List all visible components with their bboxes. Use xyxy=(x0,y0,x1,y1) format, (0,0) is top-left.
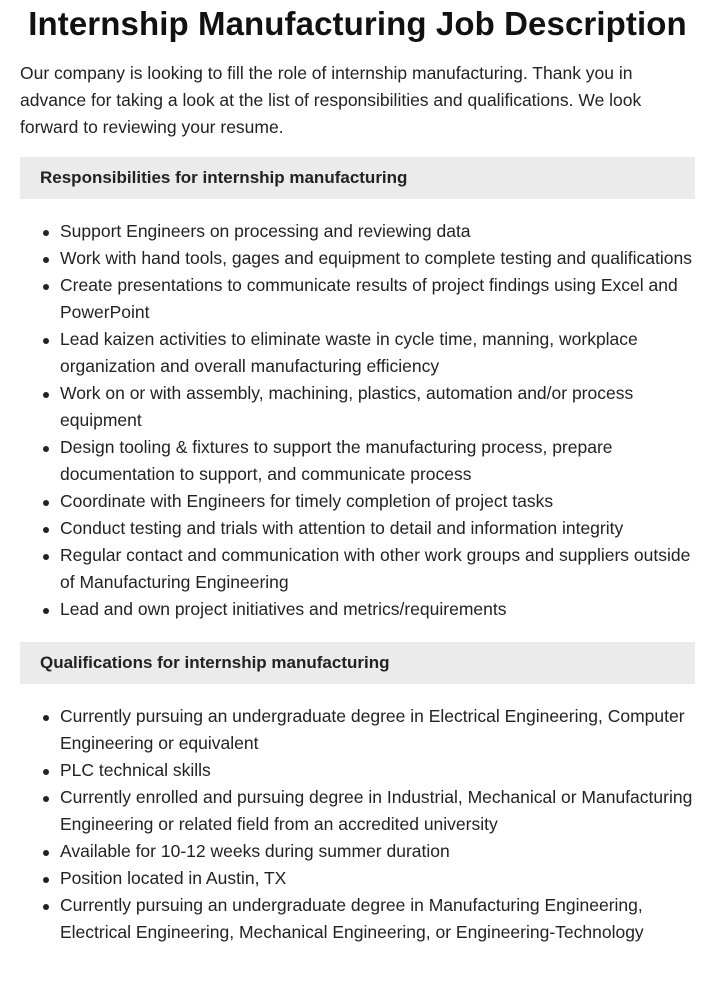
list-item: Position located in Austin, TX xyxy=(60,865,695,892)
list-item: Currently pursuing an undergraduate degree in Electrical Engineering, Computer Engineering or equivalent xyxy=(60,703,695,757)
responsibilities-heading: Responsibilities for internship manufacturing xyxy=(20,157,695,199)
list-item: PLC technical skills xyxy=(60,757,695,784)
responsibilities-list xyxy=(20,218,695,623)
list-item: Lead kaizen activities to eliminate waste in cycle time, manning, workplace organization and overall manufacturing efficiency xyxy=(60,326,695,380)
list-item: Currently pursuing an undergraduate degree in Manufacturing Engineering, Electrical Engineering, Mechanical Engineering, or Engineering-Technology xyxy=(60,892,695,946)
list-item: Design tooling & fixtures to support the manufacturing process, prepare documentation to support, and communicate process xyxy=(60,434,695,488)
list-item: Support Engineers on processing and reviewing data xyxy=(60,218,695,245)
list-item: Regular contact and communication with other work groups and suppliers outside of Manufacturing Engineering xyxy=(60,542,695,596)
qualifications-heading: Qualifications for internship manufacturing xyxy=(20,642,695,684)
list-item: Lead and own project initiatives and metrics/requirements xyxy=(60,596,695,623)
list-item: Work with hand tools, gages and equipment to complete testing and qualifications xyxy=(60,245,695,272)
list-item: Create presentations to communicate results of project findings using Excel and PowerPoint xyxy=(60,272,695,326)
list-item: Coordinate with Engineers for timely completion of project tasks xyxy=(60,488,695,515)
list-item: Currently enrolled and pursuing degree in Industrial, Mechanical or Manufacturing Engineering or related field from an accredited university xyxy=(60,784,695,838)
intro-paragraph: Our company is looking to fill the role of internship manufacturing. Thank you in advance for taking a look at the list of responsibilities and qualifications. We look forward to reviewing your resume. xyxy=(20,63,642,137)
page-title: Internship Manufacturing Job Description xyxy=(28,5,687,42)
list-item: Conduct testing and trials with attention to detail and information integrity xyxy=(60,515,695,542)
job-description-page xyxy=(20,0,695,946)
list-item: Available for 10-12 weeks during summer duration xyxy=(60,838,695,865)
qualifications-list xyxy=(20,703,695,946)
list-item: Work on or with assembly, machining, plastics, automation and/or process equipment xyxy=(60,380,695,434)
